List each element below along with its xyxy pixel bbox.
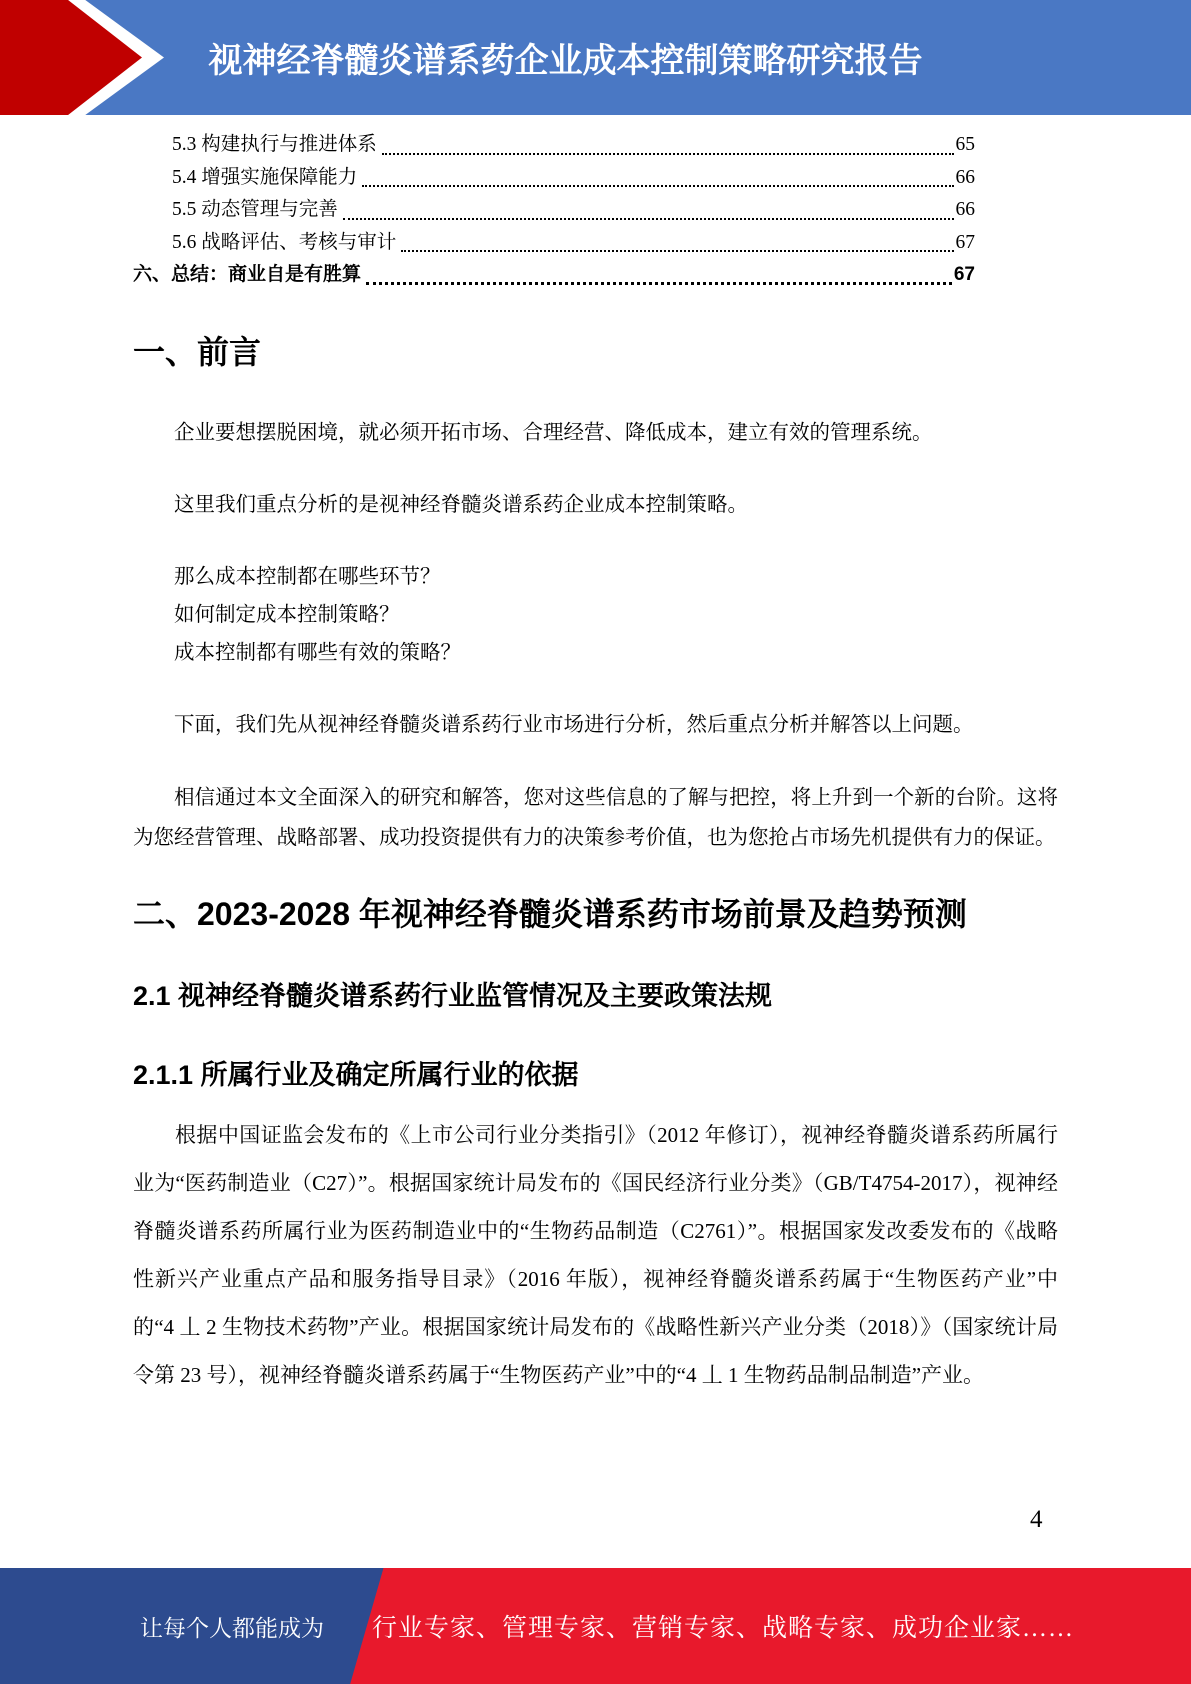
toc-entry-label: 5.3 构建执行与推进体系 — [172, 134, 377, 155]
heading-preface: 一、前言 — [133, 333, 262, 370]
report-header — [0, 0, 1191, 115]
page-footer — [0, 1568, 1191, 1684]
paragraph-p1: 企业要想摆脱困境，就必须开拓市场、合理经营、降低成本，建立有效的管理系统。 — [174, 421, 933, 444]
footer-slogan-left: 让每个人都能成为 — [140, 1615, 324, 1641]
paragraph-p4: 相信通过本文全面深入的研究和解答，您对这些信息的了解与把控，将上升到一个新的台阶。这将为您经营管理、战略部署、成功投资提供有力的决策参考价值，也为您抢占市场先机提供有力的保证。 — [133, 786, 1058, 849]
heading-chapter2: 二、2023-2028 年视神经脊髓炎谱系药市场前景及趋势预测 — [133, 895, 967, 932]
toc-page-number: 67 — [955, 231, 975, 253]
toc-entry-label: 5.5 动态管理与完善 — [172, 199, 338, 220]
paragraph-p3: 下面，我们先从视神经脊髓炎谱系药行业市场进行分析，然后重点分析并解答以上问题。 — [174, 713, 974, 736]
toc-entry-label: 5.4 增强实施保障能力 — [172, 166, 358, 188]
toc-entry[interactable] — [133, 194, 975, 227]
toc-page-number: 67 — [953, 264, 975, 285]
footer-slogan-right: 行业专家、管理专家、营销专家、战略专家、成功企业家…… — [372, 1615, 1075, 1642]
dot-leader — [343, 218, 954, 220]
dot-leader — [362, 185, 953, 187]
table-of-contents — [133, 129, 975, 292]
toc-entry-label: 5.6 战略评估、考核与审计 — [172, 231, 397, 253]
dot-leader — [382, 153, 954, 155]
question-line-3: 成本控制都有哪些有效的策略？ — [174, 641, 461, 664]
toc-page-number: 66 — [955, 166, 975, 188]
dot-leader — [401, 250, 953, 252]
question-line-2: 如何制定成本控制策略？ — [174, 603, 400, 626]
dot-leader — [366, 282, 952, 285]
chevron-arrow-icon — [0, 0, 170, 115]
toc-entry[interactable] — [133, 259, 975, 292]
question-line-1: 那么成本控制都在哪些环节？ — [174, 565, 441, 588]
page-number: 4 — [1030, 1506, 1043, 1533]
toc-page-number: 66 — [955, 199, 975, 220]
toc-entry[interactable] — [133, 227, 975, 260]
paragraph-2-1-1-body: 根据中国证监会发布的《上市公司行业分类指引》（2012 年修订），视神经脊髓炎谱系药所属行业为“医药制造业（C27）”。根据国家统计局发布的《国民经济行业分类》（GB/T4754-2017），视神经脊髓炎谱系药所属行业为医药制造业中的“生物药品制造（C2761）”。根据国家发改委发布的《战略性新兴产业重点产品和服务指导目录》（2016 年版），视神经脊髓炎谱系药属于“生物医药产业”中的“4 丄 2 生物技术药物”产业。根据国家统计局发布的《战略性新兴产业分类（2018）》（国家统计局令第 23 号），视神经脊髓炎谱系药属于“生物医药产业”中的“4 丄 1 生物药品制品制造”产业。 — [133, 1123, 1058, 1387]
chevron-arrow-red — [0, 0, 142, 115]
toc-entry-label: 六、总结：商业自是有胜算 — [133, 264, 362, 285]
paragraph-p2: 这里我们重点分析的是视神经脊髓炎谱系药企业成本控制策略。 — [174, 493, 748, 516]
heading-2-1-1: 2.1.1 所属行业及确定所属行业的依据 — [133, 1060, 579, 1091]
toc-entry[interactable] — [133, 129, 975, 162]
report-title: 视神经脊髓炎谱系药企业成本控制策略研究报告 — [208, 42, 923, 80]
toc-entry[interactable] — [133, 162, 975, 195]
heading-2-1: 2.1 视神经脊髓炎谱系药行业监管情况及主要政策法规 — [133, 980, 773, 1011]
toc-page-number: 65 — [955, 134, 975, 155]
